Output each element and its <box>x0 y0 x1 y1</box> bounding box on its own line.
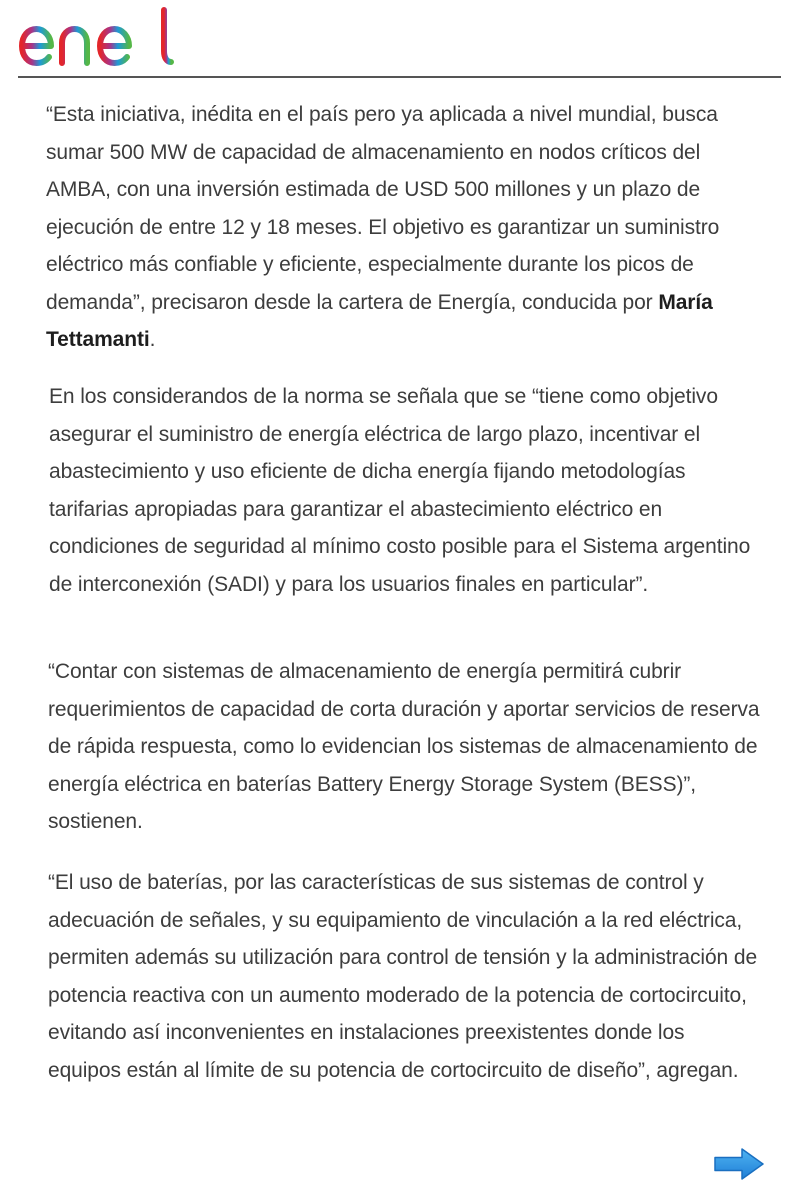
article-paragraph-2: En los considerandos de la norma se señala que se “tiene como objetivo asegurar el suministro de energía eléctrica de largo plazo, incentivar el abastecimiento y uso eficiente de dicha energía fijando metodologías tarifarias apropiadas para garantizar el abastecimiento eléctrico en condiciones de seguridad al mínimo costo posible para el Sistema argentino de interconexión (SADI) y para los usuarios finales en particular”. <box>49 385 751 596</box>
enel-logo[interactable] <box>18 6 174 68</box>
paragraph-1-text: “Esta iniciativa, inédita en el país pero ya aplicada a nivel mundial, busca sumar 500 MW de capacidad de almacenamiento en nodos críticos del AMBA, con una inversión estimada de USD 500 millones y un plazo de ejecución de entre 12 y 18 meses. El objetivo es garantizar un suministro eléctrico más confiable y eficiente, especialmente durante los picos de demanda”, precisaron desde la cartera de Energía, conducida por <box>46 103 720 314</box>
article-paragraph-1 <box>46 96 758 359</box>
paragraph-1-end: . <box>149 328 156 351</box>
minister-name: María Tettamanti <box>46 290 713 351</box>
arrow-right-icon[interactable] <box>712 1146 766 1182</box>
header <box>18 0 781 78</box>
article-paragraph-4: “El uso de baterías, por las características de sus sistemas de control y adecuación de señales, y su equipamiento de vinculación a la red eléctrica, permiten además su utilización para control de tensión y la administración de potencia reactiva con un aumento moderado de la potencia de cortocircuito, evitando así inconvenientes en instalaciones preexistentes donde los equipos están al límite de su potencia de cortocircuito de diseño”, agregan. <box>48 871 758 1082</box>
article-paragraph-3: “Contar con sistemas de almacenamiento de energía permitirá cubrir requerimientos de capacidad de corta duración y aportar servicios de reserva de rápida respuesta, como lo evidencian los sistemas de almacenamiento de energía eléctrica en baterías Battery Energy Storage System (BESS)”, sostienen. <box>48 660 760 833</box>
